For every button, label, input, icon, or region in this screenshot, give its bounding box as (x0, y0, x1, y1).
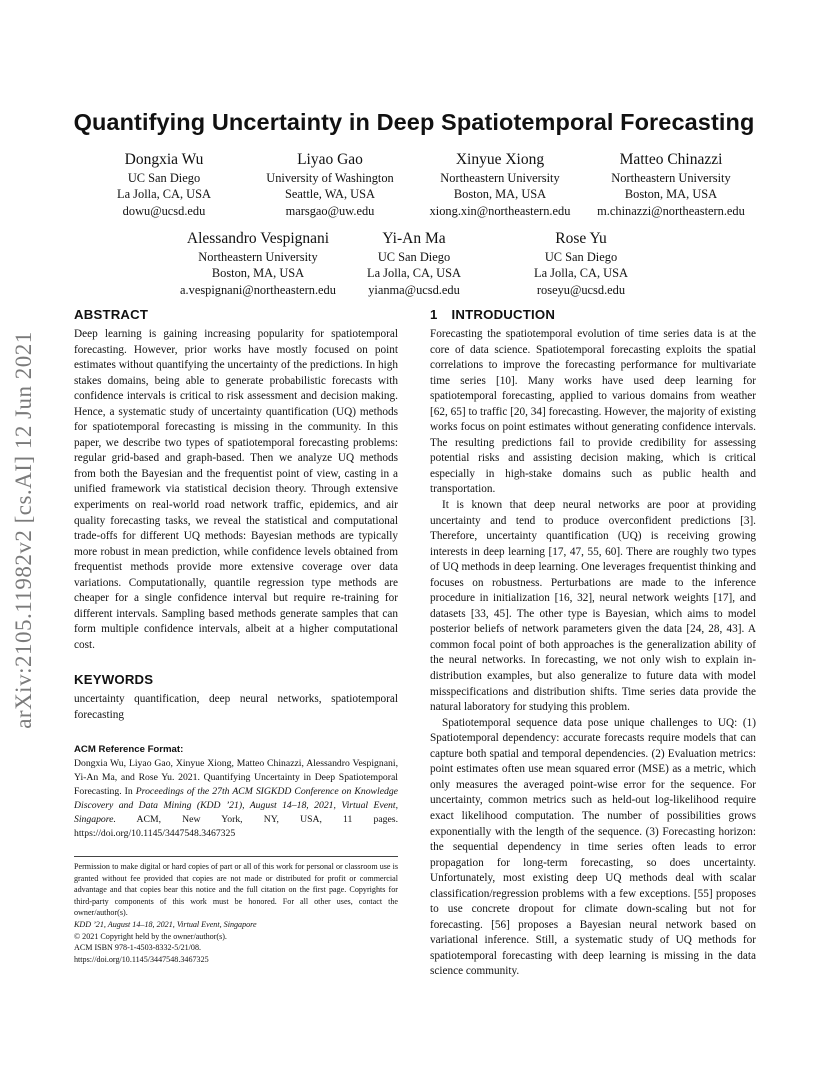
isbn-line: ACM ISBN 978-1-4503-8332-5/21/08. (74, 943, 202, 953)
author-email: marsgao@uw.edu (285, 203, 375, 218)
acm-reference-publisher: ACM, New York, NY, USA, 11 pages. https://doi.org/10.1145/3447548.3467325 (74, 813, 398, 839)
section-title: INTRODUCTION (451, 307, 556, 322)
author-affiliation: UC San Diego (127, 171, 201, 185)
author-affiliation: University of Washington (266, 171, 394, 185)
author-block (166, 229, 350, 298)
keywords-text: uncertainty quantification, deep neural networks, spatiotemporal forecasting (74, 693, 398, 722)
right-column (430, 306, 756, 980)
author-affiliation: UC San Diego (544, 250, 618, 264)
author-name: Rose Yu (555, 230, 607, 247)
author-affiliation: Northeastern University (611, 171, 731, 185)
author-email: m.chinazzi@northeastern.edu (597, 203, 745, 218)
abstract-text: Deep learning is gaining increasing popularity for spatiotemporal forecasting. However, prior works have mostly focused on point estimates without quantifying the uncertainty of the predictions. In high stakes domains, being able to generate probabilistic forecasts with confidence intervals is critical to risk assessment and decision making. Hence, a systematic study of uncertainty quantification (UQ) methods for spatiotemporal forecasting is missing in the community. In this paper, we describe two types of spatiotemporal forecasting problems: regular grid-based and graph-based. Then we analyze UQ methods from both the Bayesian and the frequentist point of view, casting in a unified framework via statistical decision theory. Through extensive experiments on real-world road network traffic, epidemics, and air quality forecasting tasks, we reveal the statistical and computational trade-offs for different UQ methods: Bayesian methods are typically more robust in mean prediction, while confidence levels obtained from frequentist methods provide more extensive coverage over data variations. Computationally, quantile regression type methods are cheaper for a single confidence interval but require re-training for different intervals. Sampling based methods generate samples that can form multiple confidence intervals, albeit at a higher computational cost. (74, 328, 398, 651)
copyright-line: © 2021 Copyright held by the owner/author(s). (74, 931, 227, 941)
author-location: Boston, MA, USA (211, 266, 305, 281)
author-location: Boston, MA, USA (453, 187, 547, 202)
author-email: a.vespignani@northeastern.edu (180, 282, 336, 297)
author-block (418, 150, 582, 219)
intro-paragraph: Spatiotemporal sequence data pose unique challenges to UQ: (1) Spatiotemporal dependency: accurate forecasts require models that can capture both spatial and temporal dependencies. (2) Evaluation metrics: point estimates often use mean squared error (MSE) as a metric, which only measures the averaged point-wise error for the sequence. For uncertainty, common metrics such as held-out log-likelihood require exact likelihood computation. The number of possibilities grows exponentially with the length of the sequence. (3) Forecasting horizon: the sequential dependency in time series often leads to error propagation for long-term forecasting, so does uncertainty. Unfortunately, most existing deep UQ methods deal with scalar classification/regression problems with a few exceptions. [55] proposes to use concrete dropout for climate down-scaling but not for forecasting. [56] proposes a Bayesian neural network based on variational inference. Still, a systematic study of UQ methods for spatiotemporal forecasting with deep learning is missing in the data science community. (430, 716, 756, 978)
acm-reference-venue: Proceedings of the 27th ACM SIGKDD Conference on Knowledge Discovery and Data Mining (KDD ’21), August 14–18, 2021, Virtual Event, Singapore. (74, 785, 398, 825)
author-affiliation: Northeastern University (440, 171, 560, 185)
author-location: Boston, MA, USA (624, 187, 718, 202)
left-column (74, 306, 398, 841)
acm-reference-authors: Dongxia Wu, Liyao Gao, Xinyue Xiong, Matteo Chinazzi, Alessandro Vespignani, Yi-An Ma, and Rose Yu. 2021. Quantifying Uncertainty in Deep Spatiotemporal Forecasting. In (74, 757, 398, 797)
author-block (248, 150, 412, 219)
copyright-footnote (74, 856, 398, 965)
acm-reference-heading: ACM Reference Format: (74, 743, 184, 755)
arxiv-stamp-text: arXiv:2105.11982v2 [cs.AI] 12 Jun 2021 (11, 331, 36, 729)
author-location: La Jolla, CA, USA (117, 187, 211, 202)
section-number: 1 (430, 307, 438, 322)
paper-title: Quantifying Uncertainty in Deep Spatiotemporal Forecasting (73, 109, 755, 135)
author-name: Yi-An Ma (382, 230, 446, 247)
keywords-heading: KEYWORDS (74, 672, 154, 688)
intro-paragraph: Forecasting the spatiotemporal evolution of time series data is at the core of data science. Spatiotemporal forecasting exploits the spatial correlations to improve the forecasting performance for multivariate time series [10]. Many works have used deep learning for spatiotemporal forecasting, applied to various domains from weather [62, 65] to traffic [20, 34] forecasting. However, the majority of existing works focus on point estimates without generating confidence intervals. The resulting predictions fail to provide credibility for assessing potential risks and assisting decision making, which is critical especially in high-stake domains such as public health and transportation. (430, 328, 756, 496)
author-location: La Jolla, CA, USA (367, 266, 461, 281)
author-affiliation: Northeastern University (198, 250, 318, 264)
conference-info: KDD ’21, August 14–18, 2021, Virtual Event, Singapore (74, 919, 257, 929)
intro-paragraph: It is known that deep neural networks are poor at providing uncertainty and tend to produce overconfident predictions [3]. Therefore, uncertainty quantification (UQ) is receiving growing interests in deep learning [17, 47, 55, 60]. There are roughly two types of UQ methods in deep learning. One leverages frequentist thinking and focuses on robustness. Perturbations are made to the inference procedure in initialization [16, 32], neural network weights [17], and datasets [33, 45]. The other type is Bayesian, which aims to model posterior beliefs of network parameters given the data [24, 28, 43]. A common focal point of both approaches is the generalization ability of the neural networks. In forecasting, we not only wish to explain in-distribution examples, but also generalize to future data with model misspecifications and distribution shifts. Time series data provide the natural laboratory for studying this problem. (430, 499, 756, 714)
author-affiliation: UC San Diego (377, 250, 451, 264)
author-name: Liyao Gao (297, 151, 363, 168)
acm-reference-text (74, 757, 398, 841)
author-email: xiong.xin@northeastern.edu (429, 203, 571, 218)
author-block (522, 229, 640, 298)
author-name: Matteo Chinazzi (619, 151, 723, 168)
author-location: Seattle, WA, USA (285, 187, 375, 202)
author-name: Alessandro Vespignani (186, 230, 330, 247)
introduction-heading (430, 306, 756, 324)
author-name: Dongxia Wu (124, 151, 204, 168)
author-block (356, 229, 472, 298)
author-block (85, 150, 243, 219)
author-email: dowu@ucsd.edu (122, 203, 206, 218)
author-location: La Jolla, CA, USA (534, 266, 628, 281)
author-block (586, 150, 756, 219)
author-email: roseyu@ucsd.edu (536, 282, 626, 297)
permission-notice: Permission to make digital or hard copies of part or all of this work for personal or classroom use is granted without fee provided that copies are not made or distributed for profit or commercial advantage and that copies bear this notice and the full citation on the first page. Copyrights for third-party components of this work must be honored. For all other uses, contact the owner/author(s). (74, 862, 398, 918)
doi-line: https://doi.org/10.1145/3447548.3467325 (74, 954, 209, 964)
author-name: Xinyue Xiong (455, 151, 545, 168)
abstract-heading: ABSTRACT (74, 307, 149, 322)
author-email: yianma@ucsd.edu (368, 282, 460, 297)
